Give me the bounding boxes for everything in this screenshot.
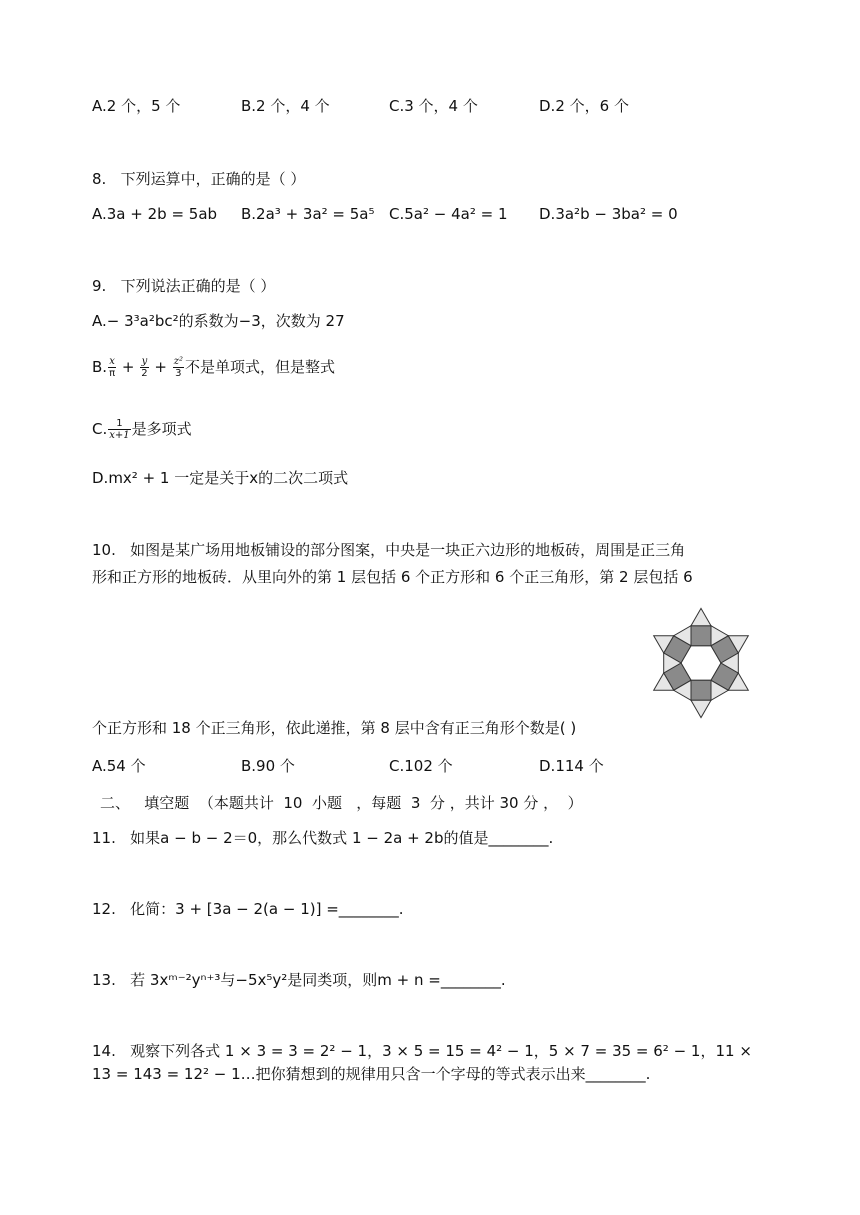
q9-option-b-prefix: B. (92, 358, 108, 376)
q12: 12. 化简：3 + [3a − 2(a − 1)] =________. (92, 900, 404, 918)
q10-line3: 个正方形和 18 个正三角形，依此递推，第 8 层中含有正三角形个数是( ) (92, 719, 577, 737)
q10-line1: 10. 如图是某广场用地板铺设的部分图案，中央是一块正六边形的地板砖，周围是正三角 (92, 541, 686, 559)
q11: 11. 如果a − b − 2＝0，那么代数式 1 − 2a + 2b的值是________. (92, 829, 554, 847)
section-heading: 二、 填空题 （本题共计 10 小题 ，每题 3 分 ，共计 30 分 ， ） (100, 794, 583, 812)
q9-option-d: D.mx² + 1 一定是关于x的二次二项式 (92, 469, 349, 487)
q9-option-c-suffix: 是多项式 (131, 420, 192, 438)
q9-option-b: B. $\frac{x}{\pi}$ + $\frac{y}{2}$ + $\frac{\text{z²}}{3}$ 不是单项式，但是整式 (92, 356, 335, 379)
q9-option-a: A.− 3³a²bc²的系数为−3，次数为 27 (92, 312, 345, 330)
numerator: z² (173, 356, 183, 367)
numerator: y (141, 356, 148, 367)
square-tile (691, 626, 711, 646)
q8-option-c: C.5a² − 4a² = 1 (389, 205, 508, 223)
q7-option-c: C.3 个，4 个 (389, 97, 478, 115)
numerator: 1 (108, 418, 130, 430)
q8-option-b: B.2a³ + 3a² = 5a⁵ (241, 205, 375, 223)
q9-option-c-prefix: C. (92, 420, 108, 438)
tile-pattern-figure (632, 594, 770, 732)
fraction (108, 418, 130, 441)
q13: 13. 若 3xᵐ⁻²yⁿ⁺³与−5x⁵y²是同类项，则m + n =________. (92, 971, 506, 989)
fraction (173, 356, 184, 379)
q10-option-c: C.102 个 (389, 757, 453, 775)
q8-stem: 8. 下列运算中，正确的是（ ） (92, 170, 306, 188)
q10-option-a: A.54 个 (92, 757, 146, 775)
q9-option-c (92, 418, 192, 441)
numerator: x (109, 356, 115, 367)
q10-option-b: B.90 个 (241, 757, 295, 775)
fraction (108, 356, 116, 379)
q10-option-d: D.114 个 (539, 757, 604, 775)
triangle-tile (691, 608, 711, 625)
denominator: π (109, 368, 116, 379)
denominator: 3 (175, 368, 182, 379)
q7-option-d: D.2 个，6 个 (539, 97, 629, 115)
square-tile (691, 680, 711, 700)
q7-option-a: A.2 个，5 个 (92, 97, 181, 115)
fraction (140, 356, 148, 379)
q14-line1: 14. 观察下列各式 1 × 3 = 3 = 2² − 1，3 × 5 = 15 = 4² − 1，5 × 7 = 35 = 6² − 1，11 × (92, 1042, 752, 1060)
q8-option-d: D.3a²b − 3ba² = 0 (539, 205, 678, 223)
denominator: 2 (141, 368, 148, 379)
denominator: x+1 (109, 430, 130, 441)
q10-line2: 形和正方形的地板砖．从里向外的第 1 层包括 6 个正方形和 6 个正三角形，第 2 层包括 6 (92, 568, 693, 586)
q14-line2: 13 = 143 = 12² − 1…把你猜想到的规律用只含一个字母的等式表示出来________. (92, 1065, 651, 1083)
q7-option-b: B.2 个，4 个 (241, 97, 330, 115)
triangle-tile (691, 700, 711, 717)
q8-option-a: A.3a + 2b = 5ab (92, 205, 218, 223)
q9-stem: 9. 下列说法正确的是（ ） (92, 277, 276, 295)
q9-option-b-suffix: 不是单项式，但是整式 (184, 358, 335, 376)
